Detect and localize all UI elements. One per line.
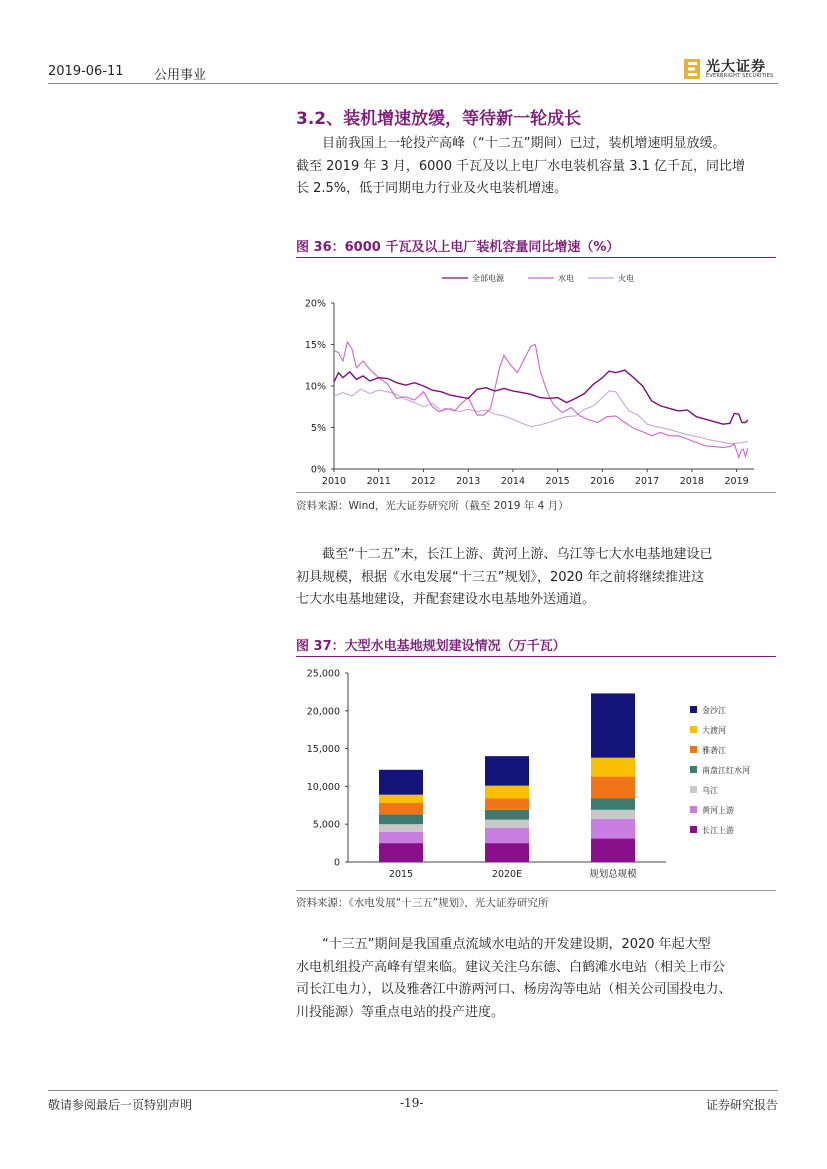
bar-segment — [591, 819, 635, 839]
figure-36-source: 资料来源：Wind，光大证券研究所（截至 2019 年 4 月） — [296, 500, 569, 512]
line-chart — [296, 260, 776, 490]
y-tick-label: 10,000 — [306, 781, 340, 793]
x-tick-label: 2013 — [456, 476, 481, 487]
legend-swatch — [690, 826, 697, 833]
paragraph-line: 截至“十二五”末，长江上游、黄河上游、乌江等七大水电基地建设已 — [322, 547, 713, 562]
bar-segment — [379, 795, 423, 803]
section-title: 3.2、装机增速放缓，等待新一轮成长 — [296, 109, 582, 129]
figure-37-title: 图 37：大型水电基地规划建设情况（万千瓦） — [296, 639, 566, 654]
x-tick-label: 2020E — [491, 869, 523, 880]
header-divider — [48, 83, 778, 84]
paragraph-line: 截至 2019 年 3 月，6000 千瓦及以上电厂水电装机容量 3.1 亿千瓦，同比增 — [296, 158, 746, 174]
bar-segment — [591, 798, 635, 809]
paragraph-line: 川投能源）等重点电站的投产进度。 — [296, 1004, 505, 1020]
bar-segment — [591, 810, 635, 819]
legend-label: 全部电源 — [472, 274, 504, 283]
x-tick-label: 2019 — [724, 476, 749, 487]
footer-divider — [48, 1090, 778, 1091]
legend-swatch — [690, 726, 697, 733]
legend-label: 火电 — [618, 274, 634, 283]
y-tick-label: 5% — [310, 423, 326, 434]
bar-segment — [485, 820, 529, 828]
bar-segment — [591, 693, 635, 757]
logo-text-en: EVERBRIGHT SECURITIES — [706, 73, 774, 79]
bar-segment — [379, 814, 423, 824]
paragraph-line: 初具规模，根据《水电发展“十三五”规划》，2020 年之前将继续推进这 — [296, 569, 705, 585]
figure-37-source: 资料来源：《水电发展“十三五”规划》，光大证券研究所 — [296, 897, 549, 909]
x-tick-label: 2017 — [635, 476, 660, 487]
legend-label: 黄河上游 — [702, 806, 734, 815]
paragraph-1 — [296, 133, 776, 201]
legend-label: 大渡河 — [702, 726, 726, 735]
stacked-bar-chart — [296, 660, 776, 885]
x-tick-label: 2010 — [321, 476, 347, 487]
bar-segment — [379, 803, 423, 814]
figure-37-chart — [296, 660, 776, 885]
x-tick-label: 2015 — [388, 869, 414, 880]
x-tick-label: 2018 — [679, 476, 704, 487]
figure-37-bottom-rule — [296, 890, 776, 891]
legend-swatch — [690, 806, 697, 813]
x-tick-label: 规划总规模 — [589, 869, 637, 880]
bar-segment — [591, 758, 635, 777]
y-tick-label: 15,000 — [306, 744, 340, 756]
y-tick-label: 20,000 — [306, 706, 340, 718]
legend-swatch — [690, 766, 697, 773]
y-tick-label: 20% — [304, 298, 326, 310]
paragraph-3 — [296, 934, 776, 1024]
bar-segment — [485, 828, 529, 843]
logo-mark-icon — [684, 59, 700, 79]
legend-label: 雅砻江 — [702, 746, 726, 755]
report-date: 2019-06-11 — [48, 64, 124, 79]
x-tick-label: 2011 — [366, 476, 391, 487]
bar-segment — [591, 839, 635, 862]
legend-label: 水电 — [558, 274, 574, 283]
series-line-2 — [334, 342, 748, 457]
y-tick-label: 10% — [304, 381, 326, 393]
paragraph-line: 七大水电基地建设，并配套建设水电基地外送通道。 — [296, 592, 596, 607]
report-sector: 公用事业 — [154, 68, 207, 83]
bar-segment — [591, 777, 635, 799]
legend-swatch — [690, 706, 697, 713]
bar-segment — [485, 810, 529, 820]
paragraph-line: 司长江电力），以及雅砻江中游两河口、杨房沟等电站（相关公司国投电力、 — [296, 982, 732, 997]
bar-segment — [485, 843, 529, 862]
report-type: 证券研究报告 — [705, 1098, 778, 1112]
bar-segment — [485, 756, 529, 785]
x-tick-label: 2016 — [590, 476, 615, 487]
figure-36-title: 图 36：6000 千瓦及以上电厂装机容量同比增速（%） — [296, 240, 620, 255]
figure-36-chart — [296, 260, 776, 490]
bar-segment — [379, 770, 423, 795]
paragraph-line: 目前我国上一轮投产高峰（“十二五”期间）已过，装机增速明显放缓。 — [322, 136, 726, 151]
y-tick-label: 0 — [333, 857, 340, 869]
bar-segment — [379, 832, 423, 843]
disclaimer-note: 敬请参阅最后一页特别声明 — [48, 1098, 193, 1112]
y-tick-label: 15% — [304, 340, 326, 351]
legend-label: 长江上游 — [702, 826, 734, 835]
y-tick-label: 25,000 — [306, 668, 340, 680]
paragraph-2 — [296, 544, 776, 612]
page-header — [48, 58, 778, 84]
paragraph-line: “十三五”期间是我国重点流域水电站的开发建设期，2020 年起大型 — [322, 937, 711, 952]
figure-36-top-rule — [296, 257, 776, 258]
x-tick-label: 2015 — [545, 476, 570, 487]
logo-text-cn: 光大证券 — [706, 59, 766, 75]
y-tick-label: 0% — [310, 464, 326, 476]
legend-label: 金沙江 — [702, 706, 726, 715]
bar-segment — [379, 824, 423, 832]
paragraph-line: 长 2.5%，低于同期电力行业及火电装机增速。 — [296, 181, 568, 196]
figure-37-top-rule — [296, 656, 776, 657]
x-tick-label: 2012 — [411, 476, 436, 487]
bar-segment — [485, 786, 529, 799]
legend-swatch — [690, 746, 697, 753]
paragraph-line: 水电机组投产高峰有望来临。建议关注乌东德、白鹤滩水电站（相关上市公 — [296, 959, 726, 975]
x-tick-label: 2014 — [500, 476, 526, 487]
brand-logo — [684, 58, 778, 80]
legend-swatch — [690, 786, 697, 793]
bar-segment — [379, 843, 423, 862]
legend-label: 乌江 — [702, 786, 718, 795]
page-number: -19- — [400, 1096, 424, 1110]
bar-segment — [485, 798, 529, 809]
y-tick-label: 5,000 — [312, 819, 340, 831]
figure-36-bottom-rule — [296, 492, 776, 493]
legend-label: 南盘江红水河 — [702, 766, 750, 775]
